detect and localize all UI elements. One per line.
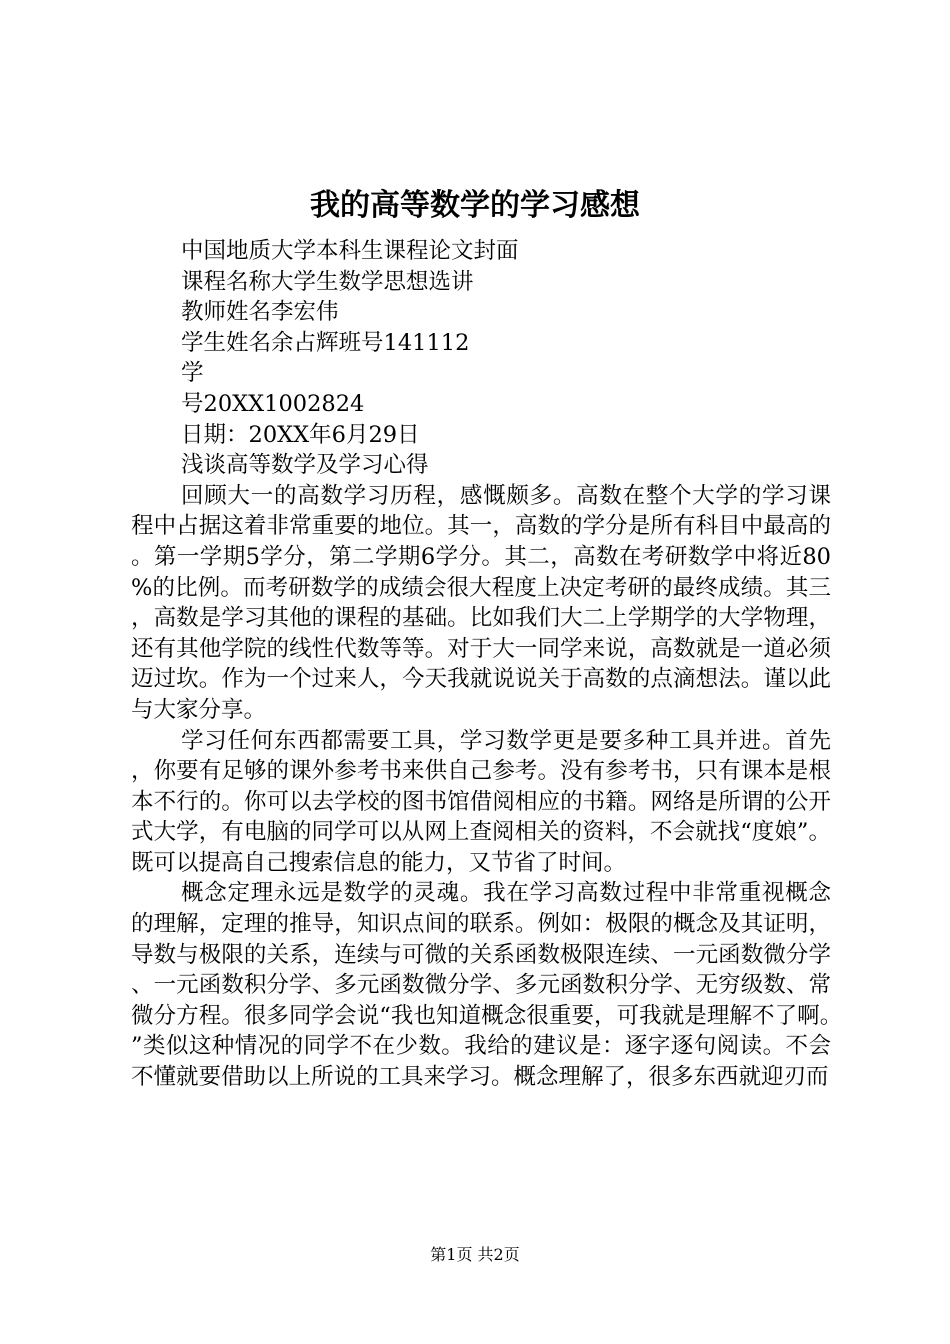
paragraph-1: 回顾大一的高数学习历程，感慨颇多。高数在整个大学的学习课程中占据这着非常重要的地位。其一，高数的学分是所有科目中最高的。第一学期5学分，第二学期6学分。其二，高数在考研数学中将近80%的比例。而考研数学的成绩会很大程度上决定考研的最终成绩。其三，高数是学习其他的课程的基础。比如我们大二上学期学的大学物理，还有其他学院的线性代数等等。对于大一同学来说，高数就是一道必须迈过坎。作为一个过来人，今天我就说说关于高数的点滴想法。谨以此与大家分享。 — [131, 482, 831, 723]
page-footer: 第1页 共2页 — [430, 1245, 520, 1264]
cover-line-id-prefix: 学 — [181, 360, 204, 387]
paragraph-2: 学习任何东西都需要工具，学习数学更是要多种工具并进。首先，你要有足够的课外参考书来供自己参考。没有参考书，只有课本是根本不行的。你可以去学校的图书馆借阅相应的书籍。网络是所谓的公开式大学，有电脑的同学可以从网上查阅相关的资料，不会就找“度娘”。既可以提高自己搜索信息的能力，又节省了时间。 — [131, 727, 831, 876]
essay-subtitle: 浅谈高等数学及学习心得 — [181, 452, 429, 479]
cover-line-teacher: 教师姓名李宏伟 — [181, 299, 339, 326]
cover-line-university: 中国地质大学本科生课程论文封面 — [181, 238, 519, 264]
paragraph-3: 概念定理永远是数学的灵魂。我在学习高数过程中非常重视概念的理解，定理的推导，知识点间的联系。例如：极限的概念及其证明，导数与极限的关系，连续与可微的关系函数极限连续、一元函数微分学、一元函数积分学、多元函数微分学、多元函数积分学、无穷级数、常微分方程。很多同学会说“我也知道概念很重要，可我就是理解不了啊。”类似这种情况的同学不在少数。我给的建议是：逐字逐句阅读。不会不懂就要借助以上所说的工具来学习。概念理解了，很多东西就迎刃而 — [131, 880, 831, 1091]
cover-line-student: 学生姓名余占辉班号141112 — [181, 329, 470, 356]
cover-line-course: 课程名称大学生数学思想选讲 — [181, 268, 474, 295]
cover-line-id-number: 号20XX1002824 — [181, 390, 365, 417]
document-body — [131, 236, 831, 1093]
cover-line-date: 日期：20XX年6月29日 — [181, 421, 420, 448]
document-title: 我的高等数学的学习感想 — [310, 188, 640, 223]
